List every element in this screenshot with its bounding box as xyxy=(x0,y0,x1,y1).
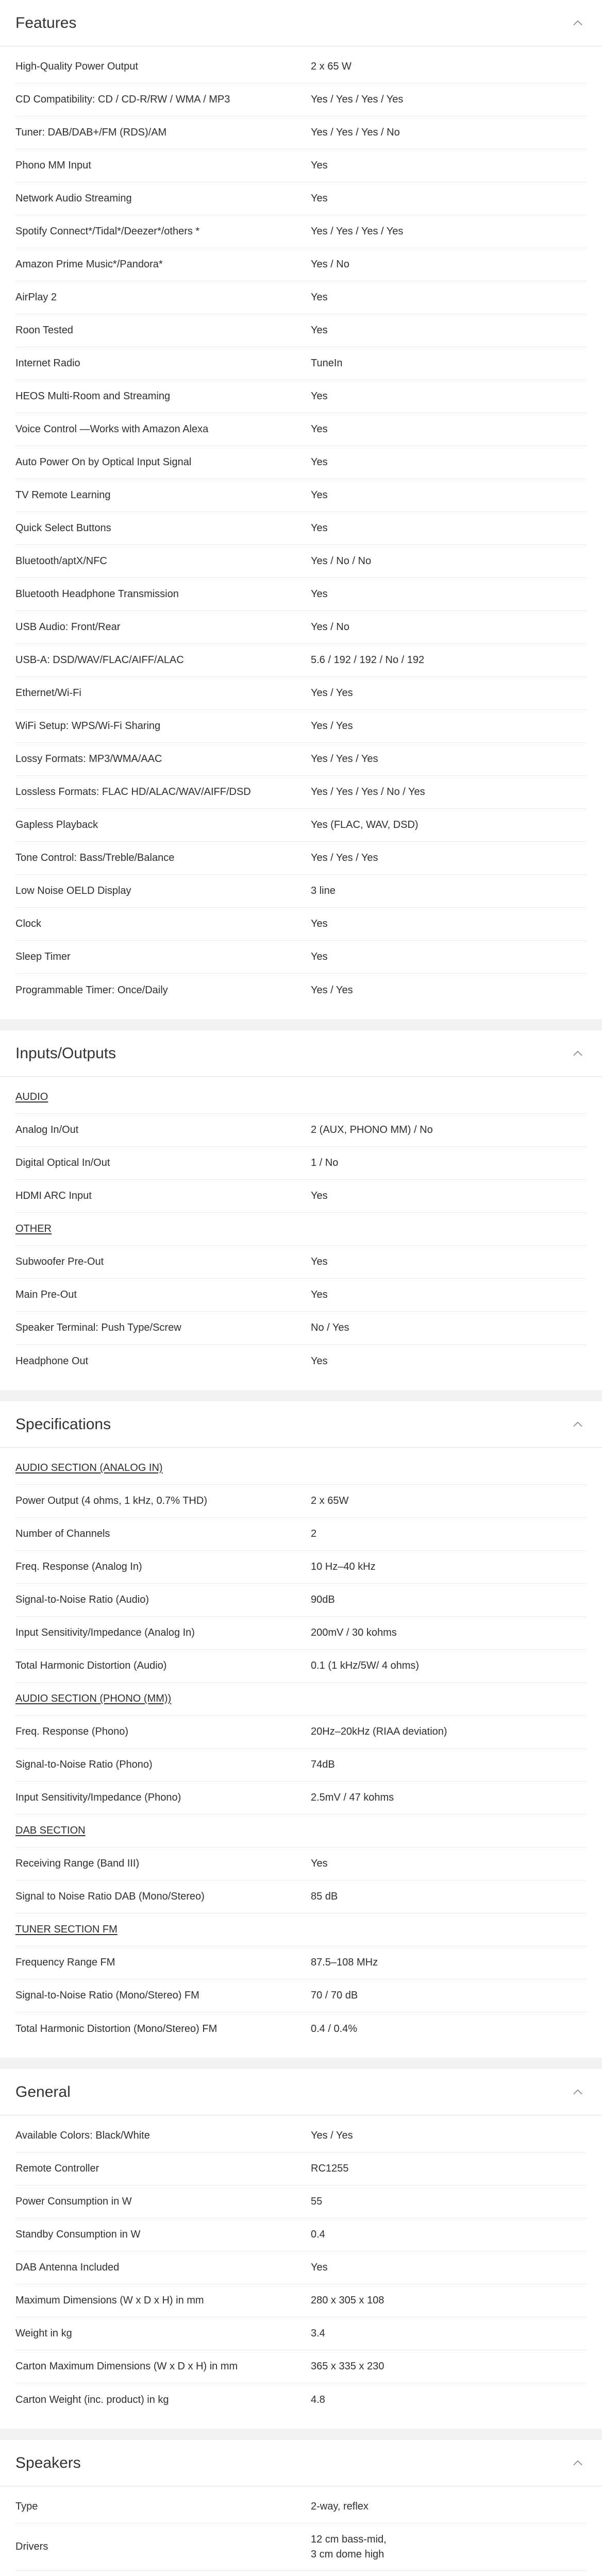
spec-value: 5.6 / 192 / 192 / No / 192 xyxy=(311,654,425,666)
spec-row xyxy=(15,1147,587,1180)
spec-row xyxy=(15,413,587,446)
section-inputs-outputs xyxy=(0,1030,602,1390)
spec-label: Bluetooth Headphone Transmission xyxy=(15,588,179,600)
spec-row xyxy=(15,1584,587,1617)
spec-value: No / Yes xyxy=(311,1322,349,1333)
spec-value: Yes / Yes xyxy=(311,2130,353,2141)
spec-label: Headphone Out xyxy=(15,1355,89,1367)
spec-label: Signal to Noise Ratio DAB (Mono/Stereo) xyxy=(15,1891,205,1902)
spec-value: 0.4 / 0.4% xyxy=(311,2023,358,2035)
section-specifications xyxy=(0,1401,602,2058)
spec-value: Yes / Yes xyxy=(311,720,353,732)
spec-row xyxy=(15,1848,587,1880)
spec-label: Quick Select Buttons xyxy=(15,522,111,534)
spec-group-heading xyxy=(15,1452,587,1485)
spec-value: Yes xyxy=(311,456,328,468)
spec-row xyxy=(15,809,587,842)
spec-row xyxy=(15,1279,587,1312)
spec-value: Yes xyxy=(311,325,328,336)
spec-label: TV Remote Learning xyxy=(15,489,111,501)
section-body xyxy=(0,2486,602,2576)
spec-value: Yes xyxy=(311,1256,328,1267)
spec-label: Voice Control —Works with Amazon Alexa xyxy=(15,423,209,435)
spec-label: Drivers xyxy=(15,2541,48,2552)
spec-row xyxy=(15,644,587,677)
spec-label: Speaker Terminal: Push Type/Screw xyxy=(15,1322,181,1333)
spec-row xyxy=(15,1749,587,1782)
spec-row xyxy=(15,743,587,776)
spec-row xyxy=(15,1312,587,1345)
spec-label: Auto Power On by Optical Input Signal xyxy=(15,456,192,468)
spec-value: TuneIn xyxy=(311,358,343,369)
spec-label: Total Harmonic Distortion (Audio) xyxy=(15,1660,167,1671)
spec-label: Standby Consumption in W xyxy=(15,2229,141,2240)
spec-label: Sleep Timer xyxy=(15,951,71,962)
spec-value: Yes xyxy=(311,1858,328,1869)
spec-label: Subwoofer Pre-Out xyxy=(15,1256,104,1267)
section-title: Specifications xyxy=(15,1415,111,1433)
spec-value: 4.8 xyxy=(311,2394,325,2405)
spec-value: Yes xyxy=(311,1355,328,1367)
spec-row xyxy=(15,479,587,512)
spec-row xyxy=(15,776,587,809)
spec-row xyxy=(15,2490,587,2523)
spec-row xyxy=(15,1650,587,1683)
spec-value: Yes xyxy=(311,193,328,204)
spec-label: Signal-to-Noise Ratio (Audio) xyxy=(15,1594,149,1605)
spec-label: Programmable Timer: Once/Daily xyxy=(15,984,168,996)
spec-group-heading xyxy=(15,1815,587,1848)
spec-value: Yes (FLAC, WAV, DSD) xyxy=(311,819,419,831)
spec-row xyxy=(15,1716,587,1749)
spec-group-heading-label: TUNER SECTION FM xyxy=(15,1924,118,1935)
spec-row xyxy=(15,611,587,644)
spec-value: RC1255 xyxy=(311,2163,349,2174)
spec-label: Maximum Dimensions (W x D x H) in mm xyxy=(15,2295,204,2306)
spec-label: Lossy Formats: MP3/WMA/AAC xyxy=(15,753,162,765)
spec-group-heading-label: AUDIO SECTION (PHONO (MM)) xyxy=(15,1693,172,1704)
spec-row xyxy=(15,83,587,116)
spec-label: USB Audio: Front/Rear xyxy=(15,621,121,633)
chevron-up-icon[interactable] xyxy=(569,2454,587,2472)
section-speakers xyxy=(0,2440,602,2576)
spec-group-heading-label: AUDIO SECTION (ANALOG IN) xyxy=(15,1462,163,1473)
spec-row xyxy=(15,2218,587,2251)
spec-value: Yes xyxy=(311,160,328,171)
spec-value: 70 / 70 dB xyxy=(311,1990,358,2001)
spec-label: HDMI ARC Input xyxy=(15,1190,92,1201)
spec-value: 74dB xyxy=(311,1759,335,1770)
spec-label: HEOS Multi-Room and Streaming xyxy=(15,391,171,402)
spec-value: Yes xyxy=(311,918,328,929)
spec-row xyxy=(15,1946,587,1979)
spec-value: 2 x 65W xyxy=(311,1495,349,1506)
spec-row xyxy=(15,1782,587,1815)
spec-label: DAB Antenna Included xyxy=(15,2262,120,2273)
spec-row xyxy=(15,215,587,248)
spec-row xyxy=(15,908,587,941)
spec-row xyxy=(15,512,587,545)
spec-value: Yes / Yes / Yes / Yes xyxy=(311,94,404,105)
spec-row xyxy=(15,2012,587,2045)
spec-row xyxy=(15,2383,587,2416)
spec-group-heading xyxy=(15,1213,587,1246)
spec-row xyxy=(15,1485,587,1518)
spec-value: Yes xyxy=(311,588,328,600)
spec-label: CD Compatibility: CD / CD-R/RW / WMA / MP3 xyxy=(15,94,230,105)
spec-label: Signal-to-Noise Ratio (Mono/Stereo) FM xyxy=(15,1990,199,2001)
spec-row xyxy=(15,710,587,743)
spec-value: Yes xyxy=(311,1190,328,1201)
spec-row xyxy=(15,1180,587,1213)
spec-row xyxy=(15,182,587,215)
spec-value: 2-way, reflex xyxy=(311,2501,369,2512)
spec-row xyxy=(15,1979,587,2012)
spec-label: Power Consumption in W xyxy=(15,2196,132,2207)
spec-row xyxy=(15,1518,587,1551)
spec-value: Yes / No xyxy=(311,259,349,270)
spec-row xyxy=(15,875,587,908)
spec-value: 200mV / 30 kohms xyxy=(311,1627,397,1638)
spec-label: Available Colors: Black/White xyxy=(15,2130,150,2141)
spec-row xyxy=(15,677,587,710)
spec-value: 1 / No xyxy=(311,1157,339,1168)
spec-label: USB-A: DSD/WAV/FLAC/AIFF/ALAC xyxy=(15,654,184,666)
spec-value: 2 xyxy=(311,1528,317,1539)
spec-value: Yes xyxy=(311,489,328,501)
spec-label: Internet Radio xyxy=(15,358,80,369)
spec-row xyxy=(15,2350,587,2383)
spec-value: Yes xyxy=(311,522,328,534)
spec-value: Yes xyxy=(311,292,328,303)
spec-row xyxy=(15,1551,587,1584)
spec-label: Freq. Response (Phono) xyxy=(15,1726,129,1737)
section-body xyxy=(0,46,602,1019)
spec-label: Frequency Range FM xyxy=(15,1957,115,1968)
section-title: Features xyxy=(15,14,77,31)
spec-value: 2.5mV / 47 kohms xyxy=(311,1792,394,1803)
spec-value: 2 (AUX, PHONO MM) / No xyxy=(311,1124,433,1136)
spec-row xyxy=(15,2317,587,2350)
spec-value: 2 x 65 W xyxy=(311,61,352,72)
spec-row xyxy=(15,281,587,314)
spec-group-heading xyxy=(15,1683,587,1716)
spec-label: Roon Tested xyxy=(15,325,73,336)
spec-value: Yes / Yes / Yes xyxy=(311,753,378,765)
spec-row xyxy=(15,941,587,974)
section-header-speakers[interactable] xyxy=(0,2440,602,2486)
spec-row xyxy=(15,2120,587,2153)
spec-label: Ethernet/Wi-Fi xyxy=(15,687,81,699)
spec-group-heading xyxy=(15,1913,587,1946)
spec-row xyxy=(15,2571,587,2576)
spec-label: Lossless Formats: FLAC HD/ALAC/WAV/AIFF/DSD xyxy=(15,786,251,798)
spec-label: Tone Control: Bass/Treble/Balance xyxy=(15,852,175,863)
section-body xyxy=(0,2115,602,2429)
spec-row xyxy=(15,1880,587,1913)
chevron-up-icon[interactable] xyxy=(569,1045,587,1062)
spec-row xyxy=(15,578,587,611)
spec-label: Gapless Playback xyxy=(15,819,98,831)
spec-row xyxy=(15,116,587,149)
spec-value: Yes / No xyxy=(311,621,349,633)
spec-row xyxy=(15,2284,587,2317)
spec-value: Yes xyxy=(311,391,328,402)
spec-label: Remote Controller xyxy=(15,2163,99,2174)
spec-value: Yes / Yes xyxy=(311,687,353,699)
spec-value: 55 xyxy=(311,2196,323,2207)
spec-row xyxy=(15,842,587,875)
spec-label: High-Quality Power Output xyxy=(15,61,138,72)
section-header-specifications[interactable] xyxy=(0,1401,602,1448)
spec-label: Input Sensitivity/Impedance (Analog In) xyxy=(15,1627,195,1638)
section-header-inputs-outputs[interactable] xyxy=(0,1030,602,1077)
spec-label: Weight in kg xyxy=(15,2328,72,2339)
section-body xyxy=(0,1448,602,2058)
spec-value: Yes / Yes / Yes / No xyxy=(311,127,400,138)
spec-row xyxy=(15,1345,587,1378)
spec-label: Total Harmonic Distortion (Mono/Stereo) FM xyxy=(15,2023,218,2035)
spec-value: Yes xyxy=(311,2262,328,2273)
spec-value: 365 x 335 x 230 xyxy=(311,2361,384,2372)
section-title: Inputs/Outputs xyxy=(15,1044,116,1062)
spec-value: 85 dB xyxy=(311,1891,338,1902)
spec-value: Yes / Yes / Yes / Yes xyxy=(311,226,404,237)
spec-label: Signal-to-Noise Ratio (Phono) xyxy=(15,1759,153,1770)
spec-value: 87.5–108 MHz xyxy=(311,1957,378,1968)
spec-value: 10 Hz–40 kHz xyxy=(311,1561,376,1572)
spec-group-heading-label: OTHER xyxy=(15,1223,52,1234)
spec-label: Main Pre-Out xyxy=(15,1289,77,1300)
chevron-up-icon[interactable] xyxy=(569,2083,587,2101)
section-title: General xyxy=(15,2083,71,2100)
spec-row xyxy=(15,1114,587,1147)
spec-label: Analog In/Out xyxy=(15,1124,79,1136)
spec-value: 12 cm bass-mid, 3 cm dome high xyxy=(311,2533,387,2560)
spec-value: Yes xyxy=(311,423,328,435)
section-header-general[interactable] xyxy=(0,2069,602,2115)
spec-value: 3.4 xyxy=(311,2328,325,2339)
spec-label: Tuner: DAB/DAB+/FM (RDS)/AM xyxy=(15,127,167,138)
spec-row xyxy=(15,974,587,1007)
spec-group-heading-label: DAB SECTION xyxy=(15,1825,86,1836)
spec-row xyxy=(15,2251,587,2284)
spec-row xyxy=(15,2153,587,2185)
section-body xyxy=(0,1077,602,1390)
spec-row xyxy=(15,347,587,380)
spec-row xyxy=(15,2523,587,2571)
spec-row xyxy=(15,50,587,83)
spec-row xyxy=(15,380,587,413)
spec-value: Yes xyxy=(311,951,328,962)
spec-label: AirPlay 2 xyxy=(15,292,57,303)
section-header-features[interactable] xyxy=(0,0,602,46)
spec-label: Phono MM Input xyxy=(15,160,91,171)
spec-label: Power Output (4 ohms, 1 kHz, 0.7% THD) xyxy=(15,1495,207,1506)
spec-label: WiFi Setup: WPS/Wi-Fi Sharing xyxy=(15,720,161,732)
spec-label: Input Sensitivity/Impedance (Phono) xyxy=(15,1792,181,1803)
spec-row xyxy=(15,149,587,182)
spec-row xyxy=(15,446,587,479)
spec-label: Freq. Response (Analog In) xyxy=(15,1561,142,1572)
spec-label: Low Noise OELD Display xyxy=(15,885,131,896)
spec-label: Amazon Prime Music*/Pandora* xyxy=(15,259,163,270)
spec-row xyxy=(15,1617,587,1650)
spec-label: Clock xyxy=(15,918,42,929)
spec-label: Network Audio Streaming xyxy=(15,193,132,204)
spec-row xyxy=(15,314,587,347)
section-features xyxy=(0,0,602,1019)
spec-value: 280 x 305 x 108 xyxy=(311,2295,384,2306)
section-title: Speakers xyxy=(15,2454,81,2471)
spec-value: 0.1 (1 kHz/5W/ 4 ohms) xyxy=(311,1660,420,1671)
spec-label: Spotify Connect*/Tidal*/Deezer*/others * xyxy=(15,226,200,237)
spec-row xyxy=(15,248,587,281)
chevron-up-icon[interactable] xyxy=(569,14,587,32)
spec-row xyxy=(15,1246,587,1279)
spec-group-heading-label: AUDIO xyxy=(15,1091,48,1103)
spec-row xyxy=(15,545,587,578)
spec-label: Carton Weight (inc. product) in kg xyxy=(15,2394,169,2405)
spec-label: Receiving Range (Band III) xyxy=(15,1858,140,1869)
spec-group-heading xyxy=(15,1081,587,1114)
spec-value: 90dB xyxy=(311,1594,335,1605)
spec-label: Carton Maximum Dimensions (W x D x H) in mm xyxy=(15,2361,238,2372)
spec-value: 3 line xyxy=(311,885,336,896)
spec-value: 0.4 xyxy=(311,2229,325,2240)
spec-value: Yes / Yes xyxy=(311,984,353,996)
spec-value: Yes / Yes / Yes / No / Yes xyxy=(311,786,425,798)
spec-value: Yes / No / No xyxy=(311,555,372,567)
spec-value: Yes / Yes / Yes xyxy=(311,852,378,863)
section-general xyxy=(0,2069,602,2429)
spec-label: Number of Channels xyxy=(15,1528,110,1539)
spec-row xyxy=(15,2185,587,2218)
spec-label: Bluetooth/aptX/NFC xyxy=(15,555,107,567)
spec-label: Type xyxy=(15,2501,38,2512)
spec-value: 20Hz–20kHz (RIAA deviation) xyxy=(311,1726,447,1737)
spec-label: Digital Optical In/Out xyxy=(15,1157,110,1168)
spec-value: Yes xyxy=(311,1289,328,1300)
chevron-up-icon[interactable] xyxy=(569,1416,587,1433)
